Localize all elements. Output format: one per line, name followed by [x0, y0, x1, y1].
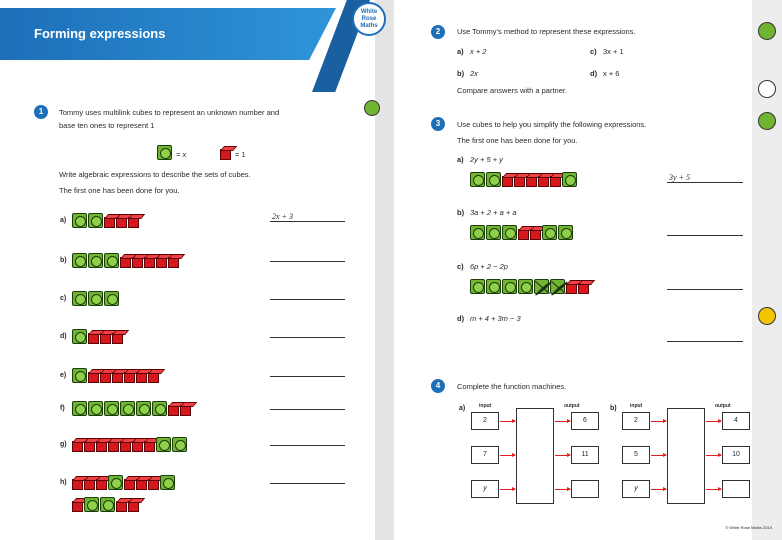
- q2-d-label: d): [590, 69, 598, 78]
- green-cube-icon: [486, 225, 501, 240]
- q3-item-expr: 6p + 2 − 2p: [470, 262, 508, 271]
- red-cube-icon: [96, 479, 107, 490]
- arrow-icon: [706, 421, 721, 422]
- q3-item-expr: 2y + 5 + y: [470, 155, 503, 164]
- q3-text-2: The first one has been done for you.: [457, 136, 578, 145]
- q1-cube-row: [72, 286, 120, 306]
- red-cube-icon: [502, 176, 513, 187]
- q1-cube-row: [72, 470, 176, 490]
- arrow-icon: [555, 421, 570, 422]
- q2-b-expr: 2x: [470, 69, 478, 78]
- red-cube-icon: [526, 176, 537, 187]
- red-cube-icon: [136, 372, 147, 383]
- q1-answer-line[interactable]: [270, 474, 345, 484]
- function-machine: [667, 408, 705, 504]
- output-header: output: [715, 403, 731, 409]
- q3-item-expr: m + 4 + 3m − 3: [470, 314, 521, 323]
- green-cube-icon: [72, 213, 87, 228]
- red-cube-icon: [128, 501, 139, 512]
- output-header: output: [564, 403, 580, 409]
- q1-item-label: b): [60, 257, 67, 264]
- input-box[interactable]: y: [622, 480, 650, 498]
- green-cube-icon: [100, 497, 115, 512]
- input-header: input: [479, 403, 492, 409]
- red-cube-icon: [116, 217, 127, 228]
- q3-item-label: b): [457, 208, 465, 217]
- red-cube-icon: [72, 479, 83, 490]
- arrow-icon: [706, 455, 721, 456]
- red-cube-icon: [112, 372, 123, 383]
- red-cube-icon: [148, 479, 159, 490]
- red-cube-icon: [144, 257, 155, 268]
- green-cube-icon: [88, 253, 103, 268]
- q3-item-expr: 3a + 2 + a + a: [470, 208, 517, 217]
- arrow-icon: [651, 455, 666, 456]
- green-cube-icon: [558, 225, 573, 240]
- q3-cube-row: [470, 220, 574, 240]
- q1-cube-row: [72, 324, 124, 344]
- q1-answer-line[interactable]: 2x + 3: [270, 212, 345, 222]
- red-cube-icon: [180, 405, 191, 416]
- q3-answer-line[interactable]: [667, 332, 743, 342]
- arrow-icon: [651, 489, 666, 490]
- q2-c-expr: 3x + 1: [603, 47, 624, 56]
- red-cube-icon: [124, 479, 135, 490]
- green-cube-icon: [104, 253, 119, 268]
- q1-cube-row: [72, 208, 140, 228]
- arrow-icon: [706, 489, 721, 490]
- output-box[interactable]: 11: [571, 446, 599, 464]
- green-cube-icon: [120, 401, 135, 416]
- green-cube-icon: [518, 279, 533, 294]
- q1-answer-line[interactable]: [270, 252, 345, 262]
- red-cube-icon: [538, 176, 549, 187]
- cube-sticker-icon: [758, 22, 776, 40]
- q1-cube-row: [72, 396, 192, 416]
- input-header: input: [630, 403, 643, 409]
- red-cube-icon: [530, 229, 541, 240]
- green-cube-icon: [486, 279, 501, 294]
- green-cube-icon: [108, 475, 123, 490]
- q1-item-label: f): [60, 405, 65, 412]
- q1-item-label: d): [60, 333, 67, 340]
- q1-answer-line[interactable]: [270, 436, 345, 446]
- output-box[interactable]: [722, 480, 750, 498]
- red-cube-icon: [156, 257, 167, 268]
- q4-a-label: a): [459, 405, 466, 412]
- red-cube-icon: [128, 217, 139, 228]
- green-cube-icon: [470, 279, 485, 294]
- cube-sticker-icon-2: [758, 112, 776, 130]
- key-x: = x: [157, 140, 186, 160]
- footer-copyright: © White Rose Maths 2019: [725, 525, 772, 530]
- red-cube-icon: [88, 333, 99, 344]
- red-cube-icon: [550, 176, 561, 187]
- discussion-bubble-icon: [758, 80, 776, 98]
- red-cube-icon: [220, 149, 231, 160]
- arrow-icon: [651, 421, 666, 422]
- q1-item-label: c): [60, 295, 67, 302]
- input-box[interactable]: 7: [471, 446, 499, 464]
- q1-item-label: g): [60, 441, 67, 448]
- red-cube-icon: [104, 217, 115, 228]
- q1-cube-row-h2: [72, 492, 140, 512]
- q2-c-label: c): [590, 47, 597, 56]
- red-cube-icon: [578, 283, 589, 294]
- output-box[interactable]: 6: [571, 412, 599, 430]
- red-cube-icon: [132, 257, 143, 268]
- green-cube-icon: [104, 291, 119, 306]
- green-cube-icon: [562, 172, 577, 187]
- green-cube-icon: [470, 225, 485, 240]
- arrow-icon: [555, 455, 570, 456]
- q3-answer-line[interactable]: [667, 226, 743, 236]
- q1-text-3: Write algebraic expressions to describe the sets of cubes.: [59, 170, 251, 179]
- green-cube-icon: [72, 368, 87, 383]
- green-cube-icon: [136, 401, 151, 416]
- red-cube-icon: [108, 441, 119, 452]
- red-cube-icon: [124, 372, 135, 383]
- green-cube-icon: [72, 401, 87, 416]
- output-box[interactable]: 10: [722, 446, 750, 464]
- red-cube-icon: [84, 479, 95, 490]
- red-cube-icon: [144, 441, 155, 452]
- green-cube-icon: [157, 145, 172, 160]
- question-1-number: 1: [34, 105, 48, 119]
- green-cube-icon: [486, 172, 501, 187]
- q1-answer-line[interactable]: [270, 290, 345, 300]
- q1-cube-row: [72, 248, 180, 268]
- red-cube-icon: [120, 441, 131, 452]
- pencil-icon: [758, 307, 776, 325]
- red-cube-icon: [168, 257, 179, 268]
- page-title: Forming expressions: [34, 26, 166, 41]
- green-cube-icon: [470, 172, 485, 187]
- green-cube-icon: [88, 291, 103, 306]
- q1-item-label: e): [60, 372, 67, 379]
- function-machine: [516, 408, 554, 504]
- q2-b-label: b): [457, 69, 465, 78]
- red-cube-icon: [148, 372, 159, 383]
- red-cube-icon: [100, 333, 111, 344]
- red-cube-icon: [100, 372, 111, 383]
- question-4-number: 4: [431, 379, 445, 393]
- q3-item-label: c): [457, 262, 464, 271]
- green-cube-icon: [88, 401, 103, 416]
- red-cube-icon: [518, 229, 529, 240]
- green-cube-icon: [88, 213, 103, 228]
- q2-a-label: a): [457, 47, 464, 56]
- q1-text-4: The first one has been done for you.: [59, 186, 180, 195]
- q1-answer-line[interactable]: [270, 400, 345, 410]
- crossed-out-cube-icon: [550, 279, 565, 294]
- green-cube-icon: [72, 253, 87, 268]
- q1-cube-row: [72, 432, 188, 452]
- arrow-icon: [555, 489, 570, 490]
- q3-item-label: a): [457, 155, 464, 164]
- red-cube-icon: [168, 405, 179, 416]
- green-cube-icon: [502, 225, 517, 240]
- green-cube-icon: [84, 497, 99, 512]
- red-cube-icon: [96, 441, 107, 452]
- q3-cube-row: [470, 167, 578, 187]
- q3-text: Use cubes to help you simplify the following expressions.: [457, 120, 647, 129]
- input-box[interactable]: 5: [622, 446, 650, 464]
- q3-answer-line[interactable]: 3y + 5: [667, 173, 743, 183]
- q1-text-1: Tommy uses multilink cubes to represent an unknown number and: [59, 108, 280, 117]
- red-cube-icon: [88, 372, 99, 383]
- q2-text: Use Tommy’s method to represent these expressions.: [457, 27, 636, 36]
- q4-text: Complete the function machines.: [457, 382, 567, 391]
- q1-item-label: a): [60, 217, 67, 224]
- white-rose-logo: White Rose Maths: [352, 2, 386, 36]
- q2-d-expr: x + 6: [603, 69, 620, 78]
- input-box[interactable]: y: [471, 480, 499, 498]
- red-cube-icon: [72, 501, 83, 512]
- question-3-number: 3: [431, 117, 445, 131]
- output-box[interactable]: 4: [722, 412, 750, 430]
- output-box[interactable]: [571, 480, 599, 498]
- red-cube-icon: [116, 501, 127, 512]
- q1-answer-line[interactable]: [270, 367, 345, 377]
- green-cube-icon: [104, 401, 119, 416]
- red-cube-icon: [120, 257, 131, 268]
- input-box[interactable]: 2: [622, 412, 650, 430]
- red-cube-icon: [514, 176, 525, 187]
- red-cube-icon: [566, 283, 577, 294]
- red-cube-icon: [112, 333, 123, 344]
- green-cube-icon: [156, 437, 171, 452]
- red-cube-icon: [72, 441, 83, 452]
- q1-text-2: base ten ones to represent 1: [59, 121, 155, 130]
- arrow-icon: [500, 455, 515, 456]
- q1-cube-row: [72, 363, 160, 383]
- q4-b-label: b): [610, 405, 617, 412]
- green-cube-icon: [502, 279, 517, 294]
- q3-cube-row: [470, 274, 590, 294]
- green-cube-icon: [160, 475, 175, 490]
- red-cube-icon: [136, 479, 147, 490]
- green-cube-icon: [542, 225, 557, 240]
- arrow-icon: [500, 489, 515, 490]
- green-cube-icon: [72, 329, 87, 344]
- q1-answer-line[interactable]: [270, 328, 345, 338]
- crossed-out-cube-icon: [534, 279, 549, 294]
- green-cube-icon: [72, 291, 87, 306]
- red-cube-icon: [84, 441, 95, 452]
- q2-a-expr: x + 2: [470, 47, 487, 56]
- q2-text-2: Compare answers with a partner.: [457, 86, 568, 95]
- q3-item-label: d): [457, 314, 465, 323]
- green-cube-icon: [152, 401, 167, 416]
- arrow-icon: [500, 421, 515, 422]
- question-2-number: 2: [431, 25, 445, 39]
- input-box[interactable]: 2: [471, 412, 499, 430]
- q3-answer-line[interactable]: [667, 280, 743, 290]
- cube-sticker-icon-3: [364, 100, 380, 116]
- key-1: = 1: [220, 140, 246, 160]
- red-cube-icon: [132, 441, 143, 452]
- green-cube-icon: [172, 437, 187, 452]
- q1-item-label: h): [60, 479, 67, 486]
